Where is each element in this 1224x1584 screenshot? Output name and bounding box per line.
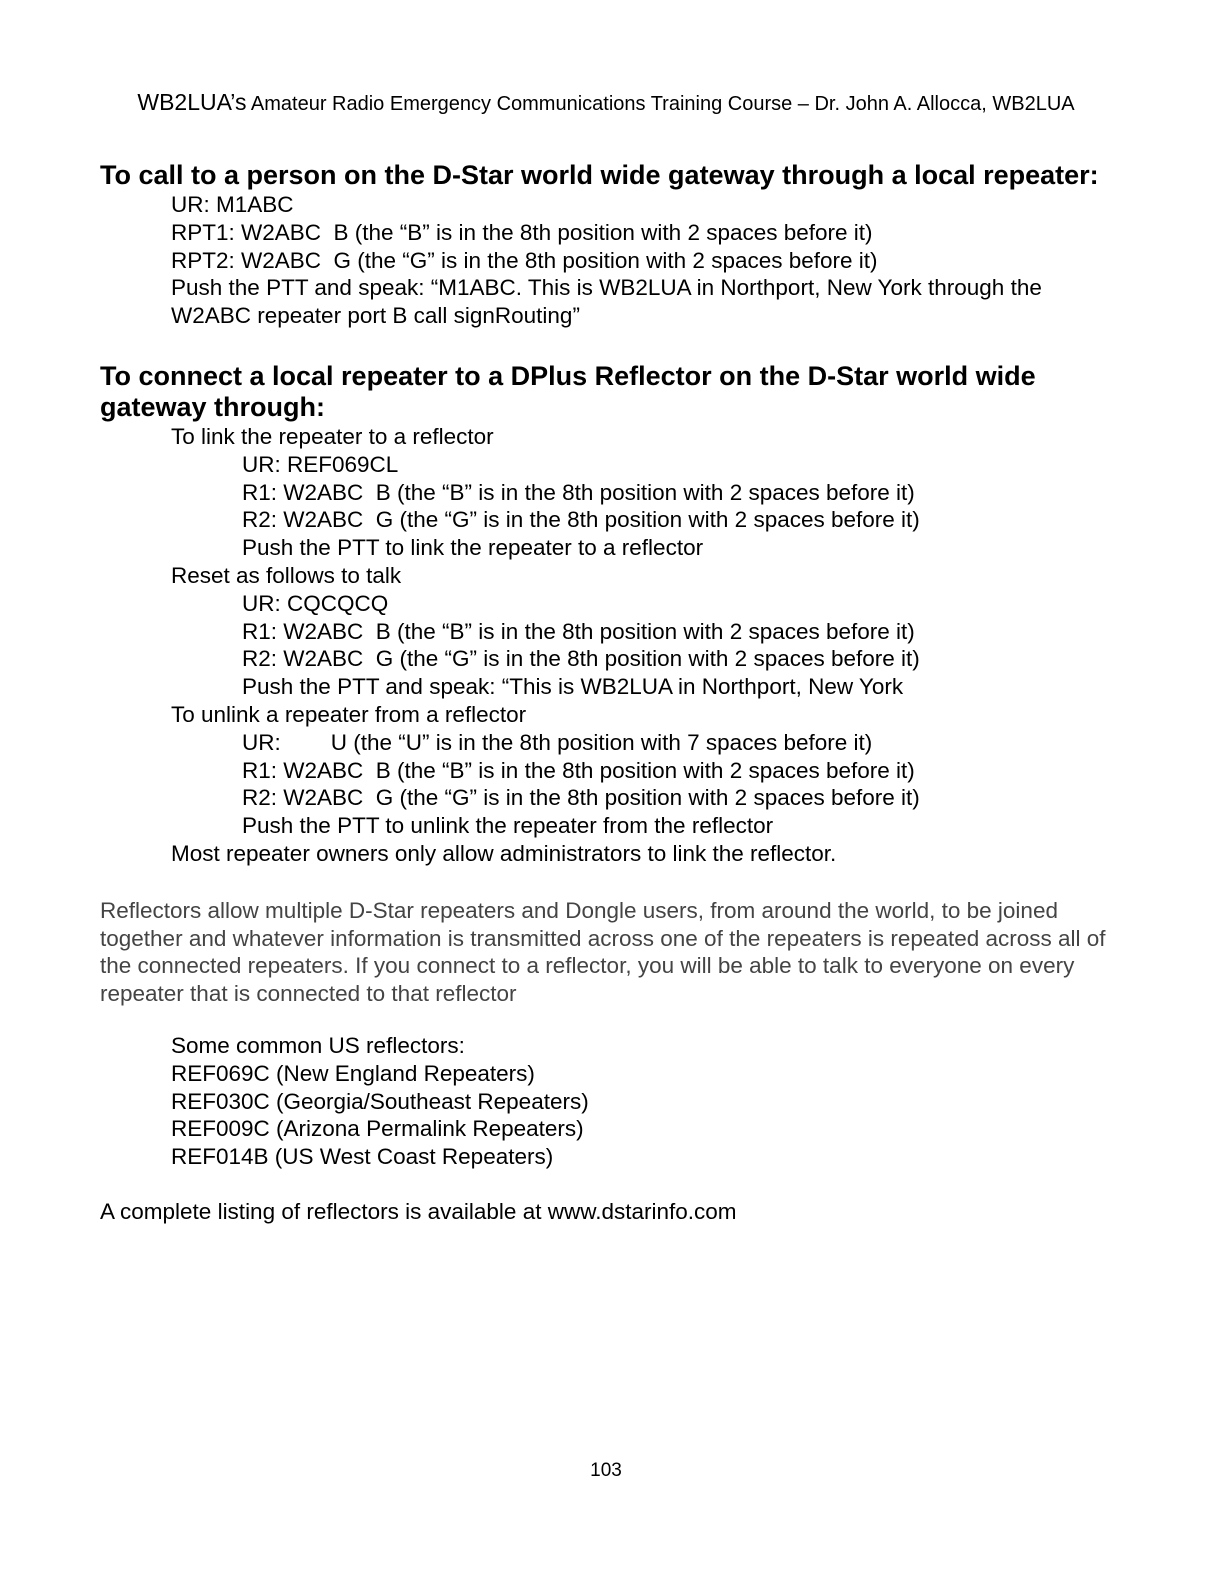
step-line: RPT2: W2ABC G (the “G” is in the 8th position with 2 spaces before it) (171, 247, 878, 273)
list-item: REF009C (Arizona Permalink Repeaters) (171, 1116, 584, 1142)
section-heading-gateway-call: To call to a person on the D-Star world wide gateway through a local repeater: (100, 160, 1099, 190)
subsection-title-reset: Reset as follows to talk (171, 562, 402, 588)
step-line: R2: W2ABC G (the “G” is in the 8th position with 2 spaces before it) (242, 646, 920, 672)
subsection-title-unlink: To unlink a repeater from a reflector (171, 701, 527, 727)
step-line: Push the PTT to unlink the repeater from the reflector (242, 813, 774, 839)
step-line: R1: W2ABC B (the “B” is in the 8th position with 2 spaces before it) (242, 479, 915, 505)
step-line: Push the PTT and speak: “This is WB2LUA in Northport, New York (242, 674, 904, 700)
step-line: R1: W2ABC B (the “B” is in the 8th position with 2 spaces before it) (242, 757, 915, 783)
step-line: Push the PTT to link the repeater to a reflector (242, 535, 704, 561)
step-line: RPT1: W2ABC B (the “B” is in the 8th position with 2 spaces before it) (171, 219, 873, 245)
common-reflectors-list (100, 1032, 1124, 1171)
step-line: Push the PTT and speak: “M1ABC. This is WB2LUA in Northport, New York through the (171, 275, 1042, 301)
page-header (0, 89, 1212, 117)
step-line: R1: W2ABC B (the “B” is in the 8th position with 2 spaces before it) (242, 618, 915, 644)
step-line: UR: REF069CL (242, 451, 399, 477)
page-content (100, 160, 1124, 1226)
listing-note: A complete listing of reflectors is available at www.dstarinfo.com (100, 1198, 737, 1224)
subsection-title-link: To link the repeater to a reflector (171, 423, 494, 449)
step-line: W2ABC repeater port B call signRouting” (171, 303, 580, 329)
list-item: REF069C (New England Repeaters) (171, 1060, 535, 1086)
common-reflectors-title: Some common US reflectors: (171, 1032, 465, 1058)
step-line: UR: CQCQCQ (242, 590, 389, 616)
list-item: REF014B (US West Coast Repeaters) (171, 1144, 554, 1170)
step-line: R2: W2ABC G (the “G” is in the 8th position with 2 spaces before it) (242, 507, 920, 533)
list-item: REF030C (Georgia/Southeast Repeaters) (171, 1088, 589, 1114)
step-line: UR: U (the “U” is in the 8th position with 7 spaces before it) (242, 729, 873, 755)
header-title: Amateur Radio Emergency Communications Training Course – Dr. John A. Allocca, WB2LUA (246, 93, 1075, 115)
dplus-reflector-steps (100, 423, 1124, 868)
reflectors-paragraph: Reflectors allow multiple D-Star repeaters and Dongle users, from around the world, to be joined together and whatever information is transmitted across one of the repeaters is repeated across all of the connected repeaters. If you connect to a reflector, you will be able to talk to everyone on every repeater that is connected to that reflector (100, 897, 1106, 1007)
step-line: R2: W2ABC G (the “G” is in the 8th position with 2 spaces before it) (242, 785, 920, 811)
step-line: UR: M1ABC (171, 192, 294, 217)
header-brand: WB2LUA’s (137, 89, 247, 115)
section-heading-dplus-reflector: To connect a local repeater to a DPlus Reflector on the D-Star world wide gateway through: (100, 360, 1036, 422)
page-number: 103 (590, 1460, 622, 1481)
admin-note: Most repeater owners only allow administrators to link the reflector. (171, 840, 837, 866)
gateway-call-steps (100, 191, 1124, 330)
